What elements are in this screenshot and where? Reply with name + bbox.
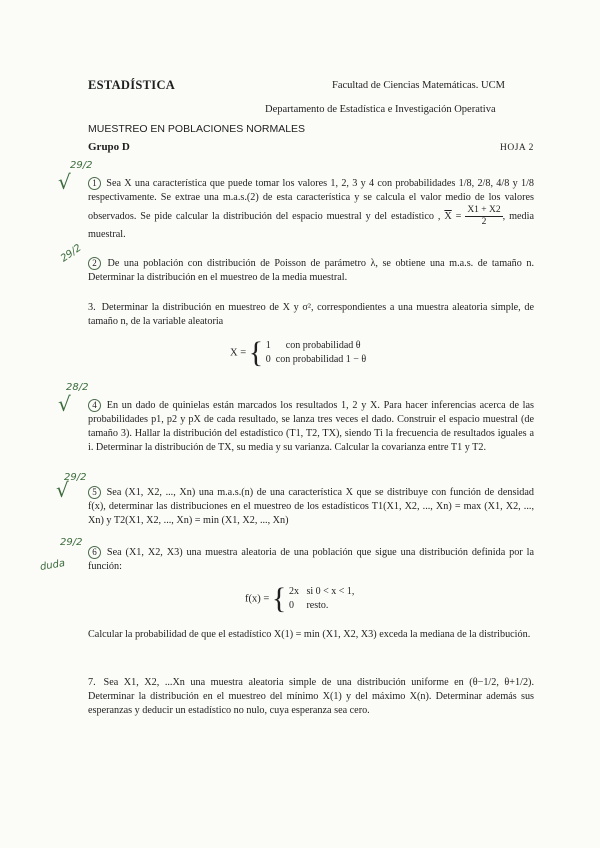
problem-6-question bbox=[88, 628, 534, 642]
section-title: MUESTREO EN POBLACIONES NORMALES bbox=[88, 123, 306, 135]
problem-number: 1 bbox=[88, 177, 101, 190]
handwritten-date: 28/2 bbox=[66, 382, 89, 393]
piecewise-formula-6: f(x) = { 2x si 0 < x < 1, 0 resto. bbox=[245, 582, 355, 615]
problem-text: Sea X una característica que puede tomar los valores 1, 2, 3 y 4 con probabilidades 1/8, 2/8, 4/8 y 1/8 respectivamente. Se extrae una m.a.s.(2) de esta característica y se calcula el valor medio de los valores observados. Se pide calcular la distribución del espacio muestral y del estadístico , bbox=[88, 178, 535, 222]
handwritten-date: 29/2 bbox=[70, 160, 93, 171]
handwritten-date: 29/2 bbox=[64, 472, 87, 483]
check-mark-icon: √ bbox=[56, 478, 69, 502]
problem-number: 3. bbox=[88, 302, 96, 313]
problem-7 bbox=[88, 676, 534, 718]
margin-note: duda bbox=[39, 557, 66, 574]
problem-6 bbox=[88, 546, 534, 574]
problem-text: Sea X1, X2, ...Xn una muestra aleatoria simple de una distribución uniforme en (θ−1/2, θ+1/2). Determinar la distribución en el muestreo del mínimo X(1) y del máximo X(n). Determinar además sus esperanzas y deducir un estadístico no nulo, cuya esperanza sea cero. bbox=[88, 677, 534, 716]
case-2: 0 resto. bbox=[288, 600, 329, 611]
problem-1: 1 Sea X una característica que puede tomar los valores 1, 2, 3 y 4 con probabilidades 1/8, 2/8, 4/8 y 1/8 respectivamente. Se extrae una m.a.s.(2) de esta característica y se calcula el valor medio de los valores observados. Se pide calcular la distribución del espacio muestral y del estadístico , $\overline{X}$ = $\frac{X1 + X2}{2}$ , media muestral. bbox=[88, 178, 535, 240]
statistic-symbol: $\overline{X}$ bbox=[444, 210, 452, 222]
problem-text: De una población con distribución de Poisson de parámetro λ, se obtiene una m.a.s. de tamaño n. Determinar la distribución en el muestreo de la media muestral. bbox=[88, 258, 534, 283]
problem-text: Calcular la probabilidad de que el estadístico X(1) = min (X1, X2, X3) exceda la mediana de la distribución. bbox=[88, 629, 531, 640]
handwritten-date: 29/2 bbox=[58, 242, 84, 265]
sheet-label: HOJA 2 bbox=[500, 143, 534, 153]
problem-text: Determinar la distribución en muestreo de X y σ², correspondientes a una muestra aleatoria simple, de tamaño n, de la variable aleatoria bbox=[88, 302, 535, 327]
problem-5 bbox=[88, 486, 534, 528]
check-mark-icon: √ bbox=[58, 170, 71, 194]
case-1: 1 con probabilidad θ bbox=[265, 340, 361, 351]
faculty-name: Facultad de Ciencias Matemáticas. UCM bbox=[332, 80, 505, 91]
case-2: 0 con probabilidad 1 − θ bbox=[265, 354, 367, 365]
problem-number: 6 bbox=[88, 546, 101, 559]
group-label: Grupo D bbox=[88, 141, 130, 153]
problem-number: 4 bbox=[88, 399, 101, 412]
formula-lhs: f(x) = bbox=[245, 593, 270, 605]
check-mark-icon: √ bbox=[58, 392, 71, 416]
problem-tail: , media muestral. bbox=[88, 210, 535, 240]
case-1: 2x si 0 < x < 1, bbox=[288, 586, 355, 597]
course-title: ESTADÍSTICA bbox=[88, 78, 176, 92]
problem-3 bbox=[88, 301, 534, 329]
fraction-numerator: X1 + X2 bbox=[467, 205, 501, 215]
formula-lhs: X = bbox=[230, 347, 247, 359]
problem-2 bbox=[88, 257, 534, 285]
problem-number: 2 bbox=[88, 257, 101, 270]
problem-number: 7. bbox=[88, 677, 96, 688]
problem-text: Sea (X1, X2, ..., Xn) una m.a.s.(n) de una característica X que se distribuye con función de densidad f(x), determinar las distribuciones en el muestreo de los estadísticos T1(X1, X2, ..., Xn) = max (X1, X2, ..., Xn) y T2(X1, X2, ..., Xn) = min (X1, X2, ..., Xn) bbox=[88, 487, 534, 526]
problem-text: En un dado de quinielas están marcados los resultados 1, 2 y X. Para hacer inferencias acerca de las probabilidades p1, p2 y pX de cada resultado, se lanza tres veces el dado. Construir el espacio muestral (de tamaño 3). Hallar la distribución del estadístico (T1, T2, TX), siendo Ti la frecuencia de resultados iguales a i. Determinar la distribución de TX, su media y su varianza. Calcular la covarianza entre T1 y T2. bbox=[88, 400, 534, 453]
handwritten-date: 29/2 bbox=[60, 537, 83, 548]
piecewise-formula-3: X = { 1 con probabilidad θ 0 con probabilidad 1 − θ bbox=[230, 336, 367, 369]
fraction-denominator: 2 bbox=[481, 217, 487, 227]
fraction bbox=[465, 205, 502, 228]
department-name: Departamento de Estadística e Investigación Operativa bbox=[265, 104, 496, 115]
problem-4 bbox=[88, 399, 534, 455]
problem-number: 5 bbox=[88, 486, 101, 499]
problem-text: Sea (X1, X2, X3) una muestra aleatoria de una población que sigue una distribución definida por la función: bbox=[88, 547, 534, 572]
